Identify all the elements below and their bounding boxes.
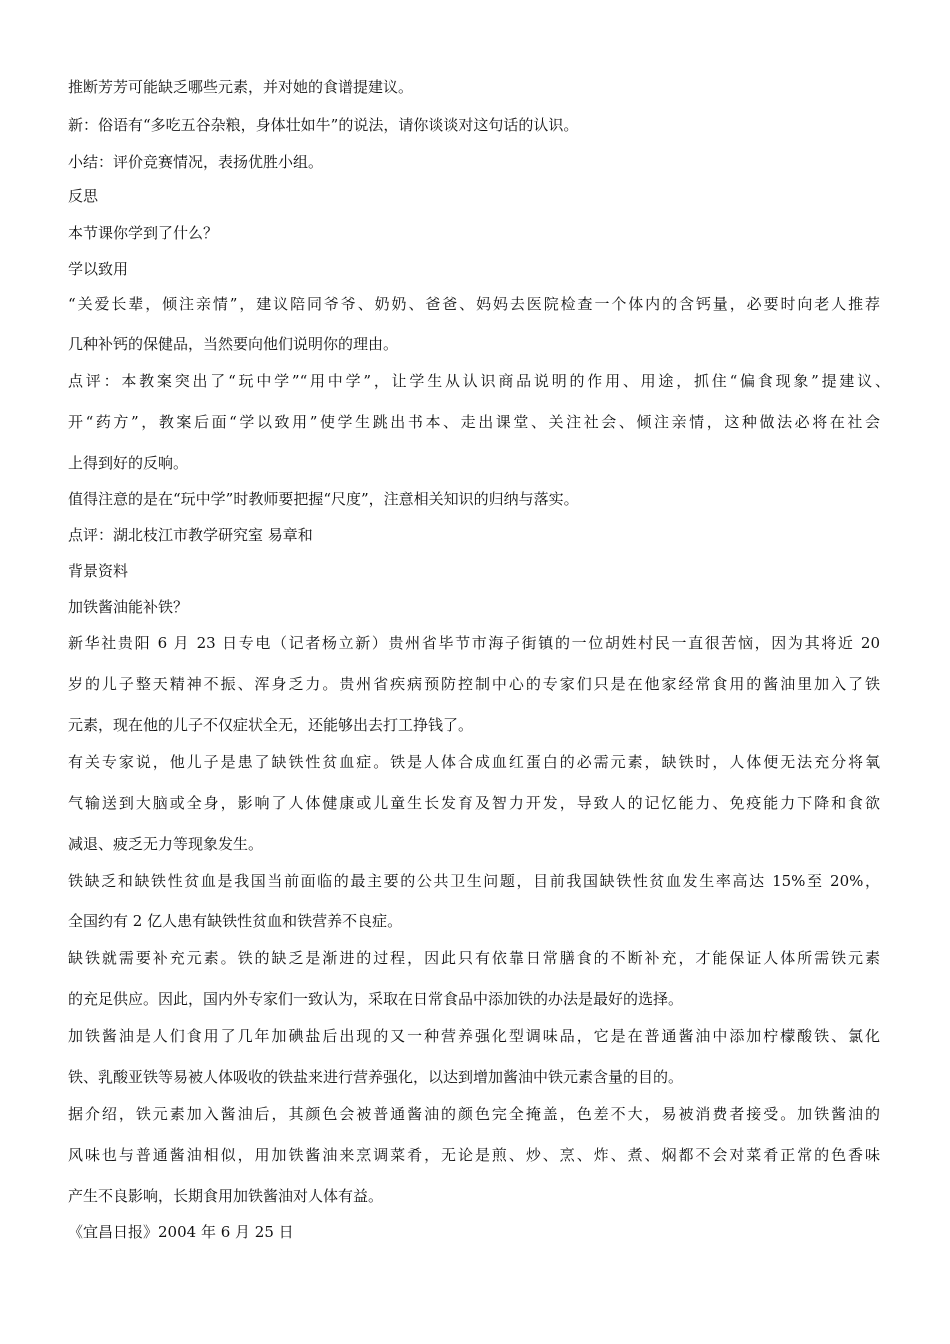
text-line: 点评：本教案突出了“玩中学”“用中学”，让学生从认识商品说明的作用、用途，抓住“偏食现象”提建议、 [68, 372, 890, 390]
text-line: 点评：湖北枝江市教学研究室 易章和 [68, 526, 313, 544]
section-heading: 背景资料 [68, 562, 129, 580]
text-line: 上得到好的反响。 [68, 454, 189, 472]
text-line: 开“药方”，教案后面“学以致用”使学生跳出书本、走出课堂、关注社会、倾注亲情，这种做法必将在社会 [68, 413, 880, 431]
text-line: 风味也与普通酱油相似，用加铁酱油来烹调菜肴，无论是煎、炒、烹、炸、煮、焖都不会对菜肴正常的色香味 [68, 1146, 880, 1164]
text-line: 产生不良影响，长期食用加铁酱油对人体有益。 [68, 1187, 384, 1205]
text-line: “关爱长辈，倾注亲情”，建议陪同爷爷、奶奶、爸爸、妈妈去医院检查一个体内的含钙量，必要时向老人推荐 [68, 295, 880, 313]
text-line: 小结：评价竞赛情况，表扬优胜小组。 [68, 153, 324, 171]
source-citation: 《宜昌日报》2004 年 6 月 25 日 [68, 1223, 294, 1241]
article-title: 加铁酱油能补铁？ [68, 598, 189, 616]
text-line: 岁的儿子整天精神不振、浑身乏力。贵州省疾病预防控制中心的专家们只是在他家经常食用的酱油里加入了铁 [68, 675, 880, 693]
text-line: 新华社贵阳 6 月 23 日专电（记者杨立新）贵州省毕节市海子街镇的一位胡姓村民一直很苦恼，因为其将近 20 [68, 634, 880, 652]
section-heading: 反思 [68, 187, 99, 205]
text-line: 气输送到大脑或全身，影响了人体健康或儿童生长发育及智力开发，导致人的记忆能力、免疫能力下降和食欲 [68, 794, 880, 812]
text-line: 减退、疲乏无力等现象发生。 [68, 835, 264, 853]
section-heading: 学以致用 [68, 260, 129, 278]
text-line: 铁缺乏和缺铁性贫血是我国当前面临的最主要的公共卫生问题，目前我国缺铁性贫血发生率高达 15%至 20%， [68, 872, 880, 890]
text-line: 据介绍，铁元素加入酱油后，其颜色会被普通酱油的颜色完全掩盖，色差不大，易被消费者接受。加铁酱油的 [68, 1105, 880, 1123]
text-line: 新：俗语有“多吃五谷杂粮，身体壮如牛”的说法，请你谈谈对这句话的认识。 [68, 116, 579, 134]
text-line: 有关专家说，他儿子是患了缺铁性贫血症。铁是人体合成血红蛋白的必需元素，缺铁时，人体便无法充分将氧 [68, 753, 880, 771]
text-line: 值得注意的是在“玩中学”时教师要把握“尺度”，注意相关知识的归纳与落实。 [68, 490, 579, 508]
text-line: 缺铁就需要补充元素。铁的缺乏是渐进的过程，因此只有依靠日常膳食的不断补充，才能保证人体所需铁元素 [68, 949, 880, 967]
text-line: 加铁酱油是人们食用了几年加碘盐后出现的又一种营养强化型调味品，它是在普通酱油中添加柠檬酸铁、氯化 [68, 1027, 880, 1045]
text-line: 本节课你学到了什么？ [68, 224, 219, 242]
text-line: 元素，现在他的儿子不仅症状全无，还能够出去打工挣钱了。 [68, 716, 474, 734]
text-line: 全国约有 2 亿人患有缺铁性贫血和铁营养不良症。 [68, 912, 403, 930]
text-line: 推断芳芳可能缺乏哪些元素，并对她的食谱提建议。 [68, 78, 414, 96]
text-line: 几种补钙的保健品，当然要向他们说明你的理由。 [68, 335, 399, 353]
text-line: 铁、乳酸亚铁等易被人体吸收的铁盐来进行营养强化，以达到增加酱油中铁元素含量的目的。 [68, 1068, 684, 1086]
text-line: 的充足供应。因此，国内外专家们一致认为，采取在日常食品中添加铁的办法是最好的选择。 [68, 990, 684, 1008]
